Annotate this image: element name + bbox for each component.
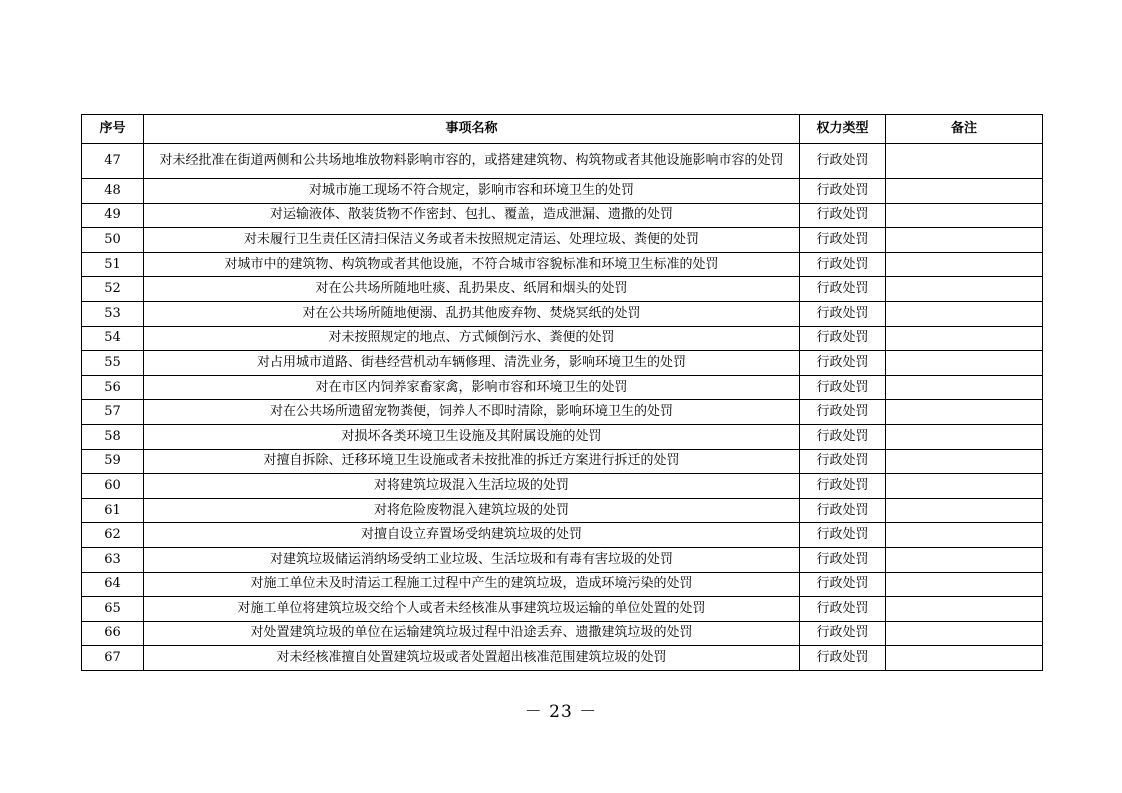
table-row <box>82 277 1043 302</box>
table-row <box>82 424 1043 449</box>
row-remarks <box>886 326 1043 351</box>
row-remarks <box>886 523 1043 548</box>
row-serial-number: 51 <box>82 252 144 277</box>
row-item-name: 对在公共场所遗留宠物粪便，饲养人不即时清除，影响环境卫生的处罚 <box>144 400 800 425</box>
row-power-type: 行政处罚 <box>800 252 886 277</box>
row-item-name: 对擅自拆除、迁移环境卫生设施或者未按批准的拆迁方案进行拆迁的处罚 <box>144 449 800 474</box>
row-remarks <box>886 228 1043 253</box>
table-row <box>82 646 1043 671</box>
row-item-name: 对在公共场所随地吐痰、乱扔果皮、纸屑和烟头的处罚 <box>144 277 800 302</box>
row-item-name: 对城市中的建筑物、构筑物或者其他设施，不符合城市容貌标准和环境卫生标准的处罚 <box>144 252 800 277</box>
row-serial-number: 60 <box>82 474 144 499</box>
row-item-name: 对未经批准在街道两侧和公共场地堆放物料影响市容的，或搭建建筑物、构筑物或者其他设施影响市容的处罚 <box>144 144 800 179</box>
row-remarks <box>886 498 1043 523</box>
row-remarks <box>886 572 1043 597</box>
row-power-type: 行政处罚 <box>800 375 886 400</box>
row-serial-number: 61 <box>82 498 144 523</box>
row-remarks <box>886 252 1043 277</box>
row-power-type: 行政处罚 <box>800 474 886 499</box>
row-item-name: 对擅自设立弃置场受纳建筑垃圾的处罚 <box>144 523 800 548</box>
row-power-type: 行政处罚 <box>800 523 886 548</box>
row-serial-number: 55 <box>82 351 144 376</box>
row-remarks <box>886 547 1043 572</box>
table-row <box>82 400 1043 425</box>
table-row <box>82 252 1043 277</box>
header-serial-number: 序号 <box>82 115 144 144</box>
row-item-name: 对建筑垃圾储运消纳场受纳工业垃圾、生活垃圾和有毒有害垃圾的处罚 <box>144 547 800 572</box>
row-remarks <box>886 424 1043 449</box>
power-list-table <box>81 114 1043 671</box>
row-remarks <box>886 646 1043 671</box>
row-item-name: 对在市区内饲养家畜家禽，影响市容和环境卫生的处罚 <box>144 375 800 400</box>
table-row <box>82 621 1043 646</box>
table-row <box>82 144 1043 179</box>
table-row <box>82 375 1043 400</box>
row-item-name: 对施工单位未及时清运工程施工过程中产生的建筑垃圾，造成环境污染的处罚 <box>144 572 800 597</box>
row-item-name: 对城市施工现场不符合规定，影响市容和环境卫生的处罚 <box>144 179 800 204</box>
table-row <box>82 523 1043 548</box>
row-serial-number: 64 <box>82 572 144 597</box>
row-item-name: 对未经核准擅自处置建筑垃圾或者处置超出核准范围建筑垃圾的处罚 <box>144 646 800 671</box>
row-power-type: 行政处罚 <box>800 547 886 572</box>
table-row <box>82 547 1043 572</box>
row-item-name: 对处置建筑垃圾的单位在运输建筑垃圾过程中沿途丢弃、遗撒建筑垃圾的处罚 <box>144 621 800 646</box>
header-remarks: 备注 <box>886 115 1043 144</box>
header-power-type: 权力类型 <box>800 115 886 144</box>
row-power-type: 行政处罚 <box>800 228 886 253</box>
header-item-name: 事项名称 <box>144 115 800 144</box>
row-power-type: 行政处罚 <box>800 351 886 376</box>
row-item-name: 对运输液体、散装货物不作密封、包扎、覆盖，造成泄漏、遗撒的处罚 <box>144 203 800 228</box>
row-power-type: 行政处罚 <box>800 597 886 622</box>
row-serial-number: 66 <box>82 621 144 646</box>
table-row <box>82 301 1043 326</box>
row-item-name: 对施工单位将建筑垃圾交给个人或者未经核准从事建筑垃圾运输的单位处置的处罚 <box>144 597 800 622</box>
row-serial-number: 48 <box>82 179 144 204</box>
header-row <box>82 115 1043 144</box>
row-remarks <box>886 301 1043 326</box>
row-item-name: 对在公共场所随地便溺、乱扔其他废弃物、焚烧冥纸的处罚 <box>144 301 800 326</box>
row-item-name: 对将危险废物混入建筑垃圾的处罚 <box>144 498 800 523</box>
table-row <box>82 572 1043 597</box>
table-row <box>82 449 1043 474</box>
table-row <box>82 179 1043 204</box>
row-power-type: 行政处罚 <box>800 277 886 302</box>
row-power-type: 行政处罚 <box>800 424 886 449</box>
row-serial-number: 63 <box>82 547 144 572</box>
row-serial-number: 56 <box>82 375 144 400</box>
row-serial-number: 57 <box>82 400 144 425</box>
row-item-name: 对未履行卫生责任区清扫保洁义务或者未按照规定清运、处理垃圾、粪便的处罚 <box>144 228 800 253</box>
row-remarks <box>886 144 1043 179</box>
row-remarks <box>886 375 1043 400</box>
row-serial-number: 65 <box>82 597 144 622</box>
row-remarks <box>886 179 1043 204</box>
row-remarks <box>886 277 1043 302</box>
row-remarks <box>886 621 1043 646</box>
row-serial-number: 49 <box>82 203 144 228</box>
row-serial-number: 58 <box>82 424 144 449</box>
row-serial-number: 53 <box>82 301 144 326</box>
row-serial-number: 54 <box>82 326 144 351</box>
row-serial-number: 52 <box>82 277 144 302</box>
table-row <box>82 203 1043 228</box>
row-power-type: 行政处罚 <box>800 179 886 204</box>
row-power-type: 行政处罚 <box>800 621 886 646</box>
row-power-type: 行政处罚 <box>800 646 886 671</box>
row-serial-number: 62 <box>82 523 144 548</box>
row-item-name: 对将建筑垃圾混入生活垃圾的处罚 <box>144 474 800 499</box>
row-power-type: 行政处罚 <box>800 301 886 326</box>
row-power-type: 行政处罚 <box>800 203 886 228</box>
row-remarks <box>886 474 1043 499</box>
row-serial-number: 67 <box>82 646 144 671</box>
row-power-type: 行政处罚 <box>800 572 886 597</box>
row-power-type: 行政处罚 <box>800 144 886 179</box>
row-remarks <box>886 351 1043 376</box>
row-item-name: 对占用城市道路、街巷经营机动车辆修理、清洗业务，影响环境卫生的处罚 <box>144 351 800 376</box>
row-power-type: 行政处罚 <box>800 400 886 425</box>
row-item-name: 对未按照规定的地点、方式倾倒污水、粪便的处罚 <box>144 326 800 351</box>
row-item-name: 对损坏各类环境卫生设施及其附属设施的处罚 <box>144 424 800 449</box>
row-remarks <box>886 203 1043 228</box>
row-power-type: 行政处罚 <box>800 449 886 474</box>
row-remarks <box>886 449 1043 474</box>
table-row <box>82 474 1043 499</box>
table-row <box>82 228 1043 253</box>
table-row <box>82 498 1043 523</box>
table-row <box>82 597 1043 622</box>
row-serial-number: 47 <box>82 144 144 179</box>
row-serial-number: 50 <box>82 228 144 253</box>
row-power-type: 行政处罚 <box>800 498 886 523</box>
row-serial-number: 59 <box>82 449 144 474</box>
table-row <box>82 326 1043 351</box>
row-remarks <box>886 597 1043 622</box>
page-number: － 23 － <box>524 702 598 722</box>
row-remarks <box>886 400 1043 425</box>
table-body <box>82 144 1043 671</box>
row-power-type: 行政处罚 <box>800 326 886 351</box>
table-header <box>82 115 1043 144</box>
table-row <box>82 351 1043 376</box>
